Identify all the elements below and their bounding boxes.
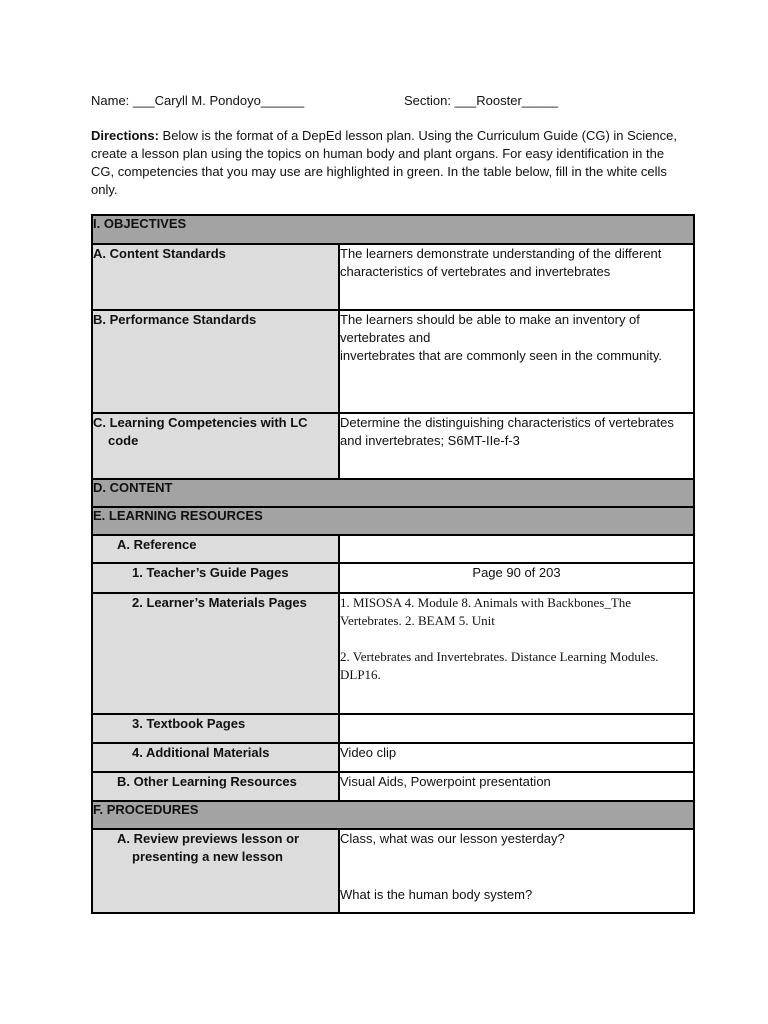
review-value[interactable] [339, 829, 694, 913]
review-label [92, 829, 339, 913]
tg-pages-value[interactable]: Page 90 of 203 [339, 563, 694, 593]
textbook-label: 3. Textbook Pages [92, 714, 339, 743]
other-resources-label: B. Other Learning Resources [92, 772, 339, 801]
additional-materials-row [92, 743, 694, 772]
textbook-row [92, 714, 694, 743]
procedures-row [92, 801, 694, 829]
content-row [92, 479, 694, 507]
lm-pages-value[interactable] [339, 593, 694, 714]
tg-pages-row [92, 563, 694, 593]
content-standards-row [92, 244, 694, 310]
other-resources-row [92, 772, 694, 801]
performance-standards-line2: invertebrates that are commonly seen in the community. [340, 348, 663, 363]
lm-pages-line1: 1. MISOSA 4. Module 8. Animals with Backbones_The Vertebrates. 2. BEAM 5. Unit [340, 595, 632, 628]
content-header: D. CONTENT [92, 479, 694, 507]
lm-pages-row [92, 593, 694, 714]
additional-materials-label: 4. Additional Materials [92, 743, 339, 772]
lesson-plan-table [91, 214, 695, 914]
reference-label: A. Reference [92, 535, 339, 563]
procedures-header: F. PROCEDURES [92, 801, 694, 829]
directions-label: Directions: [91, 128, 159, 143]
reference-row [92, 535, 694, 563]
section-field: Section: ___Rooster_____ [404, 93, 558, 108]
performance-standards-value[interactable] [339, 310, 694, 413]
additional-materials-value[interactable]: Video clip [339, 743, 694, 772]
resources-row [92, 507, 694, 535]
review-line1: Class, what was our lesson yesterday? [340, 831, 565, 846]
objectives-row [92, 215, 694, 244]
textbook-value[interactable] [339, 714, 694, 743]
competencies-value[interactable]: Determine the distinguishing characteristics of vertebrates and invertebrates; S6MT-IIe-f-3 [339, 413, 694, 479]
lm-pages-label: 2. Learner’s Materials Pages [92, 593, 339, 714]
other-resources-value[interactable]: Visual Aids, Powerpoint presentation [339, 772, 694, 801]
directions-paragraph [91, 127, 681, 199]
name-field: Name: ___Caryll M. Pondoyo______ [91, 93, 305, 108]
competencies-label-text: C. Learning Competencies with LC code [93, 415, 308, 448]
lm-pages-line2: 2. Vertebrates and Invertebrates. Distance Learning Modules. DLP16. [340, 649, 659, 682]
tg-pages-label: 1. Teacher’s Guide Pages [92, 563, 339, 593]
competencies-row [92, 413, 694, 479]
content-standards-value[interactable]: The learners demonstrate understanding of the different characteristics of vertebrates and invertebrates [339, 244, 694, 310]
objectives-header: I. OBJECTIVES [92, 215, 694, 244]
performance-standards-row [92, 310, 694, 413]
performance-standards-label: B. Performance Standards [92, 310, 339, 413]
resources-header: E. LEARNING RESOURCES [92, 507, 694, 535]
competencies-label [92, 413, 339, 479]
directions-text: Below is the format of a DepEd lesson plan. Using the Curriculum Guide (CG) in Science, create a lesson plan using the topics on human body and plant organs. For easy identification in the CG, competencies that you may use are highlighted in green. In the table below, fill in the white cells only. [91, 128, 677, 197]
performance-standards-line1: The learners should be able to make an inventory of vertebrates and [340, 312, 640, 345]
review-row [92, 829, 694, 913]
review-line2: What is the human body system? [340, 887, 533, 902]
content-standards-label: A. Content Standards [92, 244, 339, 310]
review-label-text: A. Review previews lesson or presenting a new lesson [117, 831, 300, 864]
reference-value[interactable] [339, 535, 694, 563]
